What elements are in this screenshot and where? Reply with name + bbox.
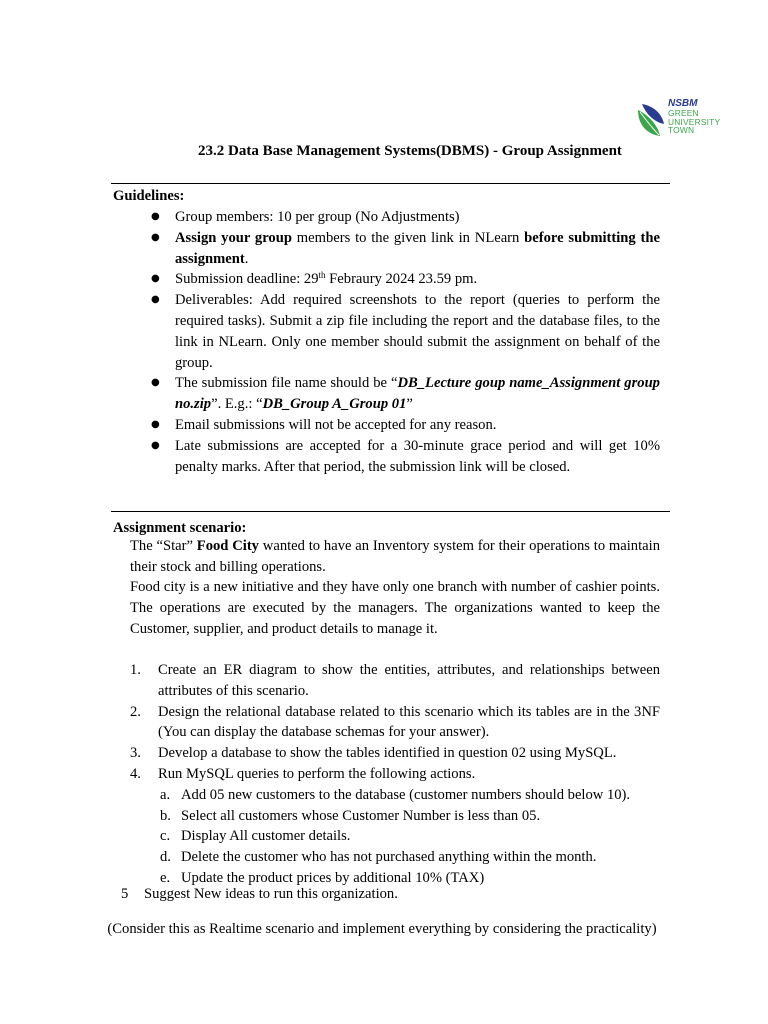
question-text: Run MySQL queries to perform the following actions. xyxy=(158,765,476,782)
sub-question-letter: c. xyxy=(160,828,171,845)
sub-question-item xyxy=(158,826,660,847)
sub-question-letter: d. xyxy=(160,849,171,866)
guideline-text: . xyxy=(244,250,249,267)
logo-line: TOWN xyxy=(668,125,695,135)
sub-question-item xyxy=(158,847,660,868)
bullet-icon: ● xyxy=(151,377,160,389)
superscript: th xyxy=(318,270,326,281)
scenario-text: The “Star” xyxy=(130,538,197,554)
question-text: Suggest New ideas to run this organization. xyxy=(144,886,398,902)
leaf-icon xyxy=(636,98,666,138)
question-number: 3. xyxy=(130,745,141,762)
logo-brand: NSBM xyxy=(668,98,698,109)
guideline-text: Late submissions are accepted for a 30-minute grace period and will get 10% penalty marks. After that period, the submission link will be closed. xyxy=(175,437,660,475)
sub-question-text: Display All customer details. xyxy=(181,828,351,845)
bullet-icon: ● xyxy=(151,439,160,451)
sub-question-text: Add 05 new customers to the database (customer numbers should below 10). xyxy=(181,786,631,803)
question-text: Create an ER diagram to show the entities, attributes, and relationships between attributes of this scenario. xyxy=(158,662,660,699)
closing-note: (Consider this as Realtime scenario and implement everything by considering the practicality) xyxy=(107,921,657,937)
bullet-icon: ● xyxy=(151,273,160,285)
bullet-icon: ● xyxy=(151,418,160,430)
sub-question-letter: b. xyxy=(160,807,171,824)
scenario-heading: Assignment scenario: xyxy=(113,520,247,536)
guideline-item xyxy=(113,228,660,270)
scenario-paragraph xyxy=(130,536,660,578)
sub-question-text: Select all customers whose Customer Number is less than 05. xyxy=(181,807,541,824)
sub-question-item xyxy=(158,785,660,806)
sub-question-letter: a. xyxy=(160,786,171,803)
guideline-bold: before submitting the assignment xyxy=(175,229,660,267)
guidelines-list xyxy=(113,207,660,477)
guideline-text: Submission deadline: 29 xyxy=(175,271,319,288)
guideline-text: The submission file name should be “ xyxy=(175,375,398,392)
question-number: 5 xyxy=(121,886,129,902)
question-number: 1. xyxy=(130,662,141,678)
question-item xyxy=(121,884,398,905)
sub-question-letter: e. xyxy=(160,869,171,886)
sub-questions-list xyxy=(158,785,660,889)
question-text: Design the relational database related to this scenario which its tables are in the 3NF (You can display the database schemas for your answer). xyxy=(158,703,660,741)
divider xyxy=(111,511,670,512)
guideline-item xyxy=(113,415,660,436)
scenario-bold: Food City xyxy=(196,538,259,554)
bullet-icon: ● xyxy=(151,211,160,222)
question-number: 4. xyxy=(130,765,141,782)
scenario-text: wanted to have an Inventory system for their operations to maintain their stock and billing operations. xyxy=(130,538,660,575)
question-item xyxy=(130,660,660,702)
guideline-text: Group members: 10 per group (No Adjustments) xyxy=(175,209,460,225)
file-name-format: DB_Lecture goup name_Assignment group no.zip xyxy=(175,375,660,413)
guideline-text: ” xyxy=(406,396,413,413)
guideline-item xyxy=(113,373,660,415)
guideline-item xyxy=(113,436,660,478)
bullet-icon: ● xyxy=(151,231,160,243)
guideline-item xyxy=(113,269,660,290)
sub-question-text: Update the product prices by additional 10% (TAX) xyxy=(181,869,485,886)
guidelines-heading: Guidelines: xyxy=(113,188,185,204)
scenario-paragraph: Food city is a new initiative and they have only one branch with number of cashier points. The operations are executed by the managers. The organizations wanted to keep the Customer, supplier, and product details to manage it. xyxy=(130,579,660,637)
document-title: 23.2 Data Base Management Systems(DBMS) - Group Assignment xyxy=(198,143,622,159)
question-item xyxy=(130,764,660,889)
guideline-text: Deliverables: Add required screenshots to the report (queries to perform the required tasks). Submit a zip file including the report and the database files, to the link in NLearn. Only one member should submit the assignment on behalf of the group. xyxy=(175,292,660,371)
questions-list xyxy=(130,660,660,889)
question-item xyxy=(130,743,660,764)
sub-question-text: Delete the customer who has not purchased anything within the month. xyxy=(181,849,597,866)
guideline-item xyxy=(113,207,660,228)
guideline-item xyxy=(113,290,660,373)
question-item xyxy=(130,702,660,744)
question-number: 2. xyxy=(130,703,141,720)
file-name-example: DB_Group A_Group 01 xyxy=(262,396,407,413)
guideline-bold: Assign your group xyxy=(175,229,292,246)
sub-question-item xyxy=(158,806,660,827)
question-text: Develop a database to show the tables identified in question 02 using MySQL. xyxy=(158,745,617,762)
bullet-icon: ● xyxy=(151,294,160,306)
guideline-text: Febraury 2024 23.59 pm. xyxy=(325,271,478,288)
nsbm-logo xyxy=(636,98,730,138)
guideline-text: ”. E.g.: “ xyxy=(211,396,263,413)
divider xyxy=(111,183,670,184)
guideline-text: members to the given link in NLearn xyxy=(291,229,525,246)
guideline-text: Email submissions will not be accepted for any reason. xyxy=(175,416,497,433)
logo-line: GREEN xyxy=(668,108,699,118)
logo-line: UNIVERSITY xyxy=(668,116,721,127)
